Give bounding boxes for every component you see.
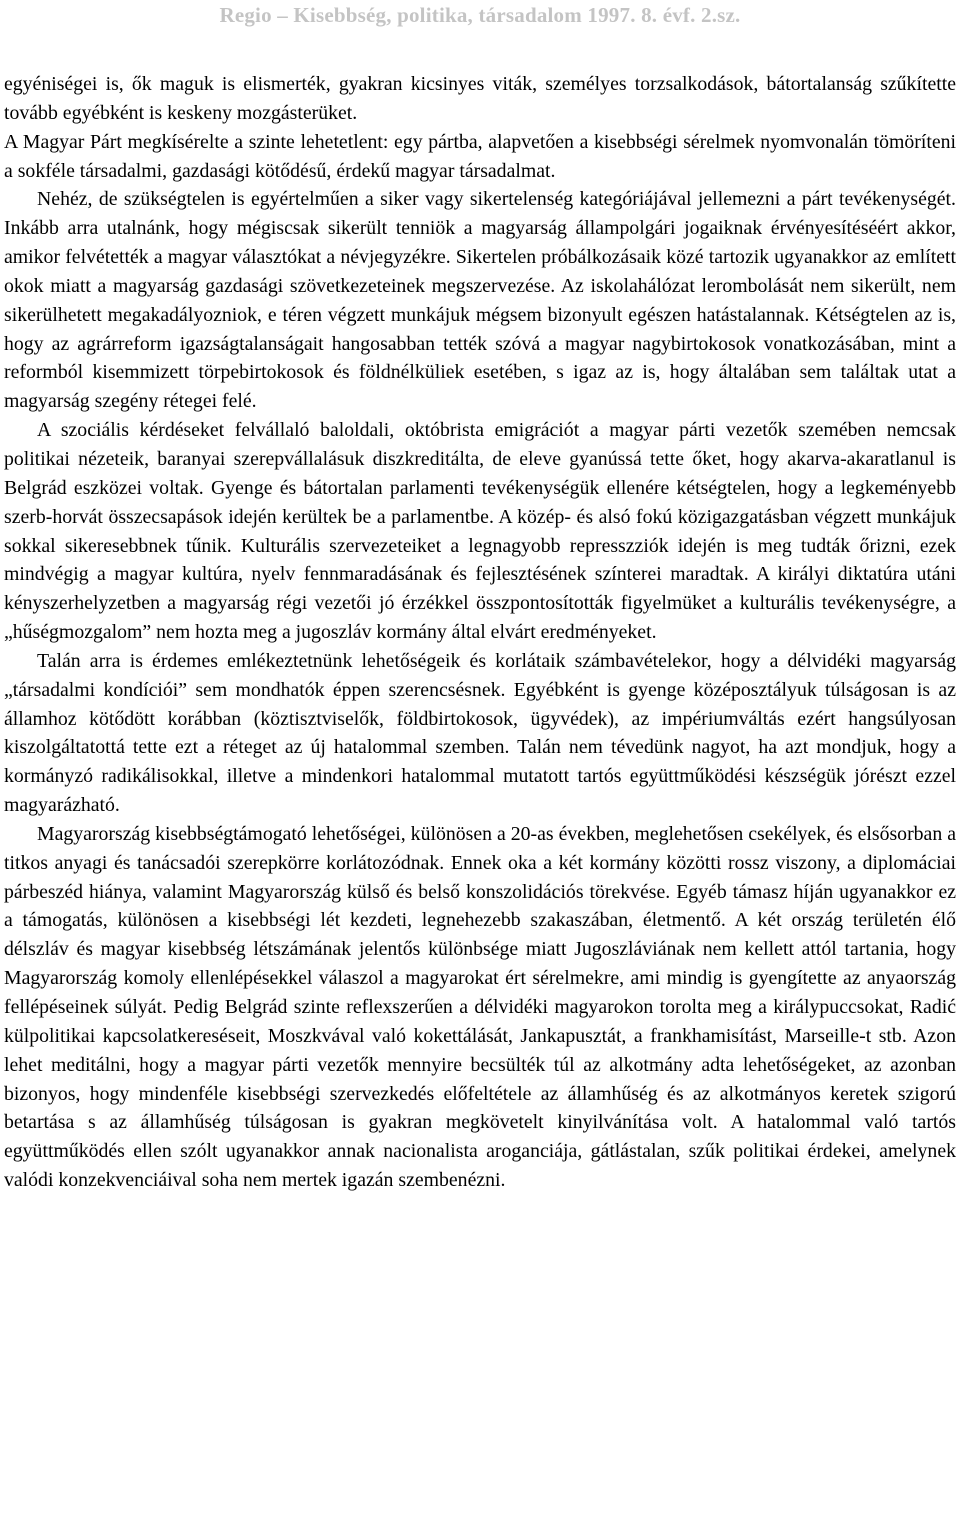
paragraph-3: Nehéz, de szükségtelen is egyértelműen a siker vagy sikertelenség kategóriájával jellemezni a párt tevékenységét. Inkább arra utalnánk, hogy mégiscsak sikerült tenniök a magyarság állampolgári jogaiknak érvényesítéséért akkor, amikor felvétették a magyar választókat a névjegyzékre. Sikertelen próbálkozásaik közé tartozik ugyanakkor az említett okok miatt a magyarság gazdasági szövetkezeteinek megszervezése. Az iskolahálózat lerombolását nem sikerült, nem sikerülhetett megakadályozniok, e téren végzett munkájuk mégsem bizonyult egészen hatástalannak. Kétségtelen az is, hogy az agrárreform igazságtalanságait hangosabban tették szóvá a magyar nagybirtokosok vonatkozásában, mint a reformból kisemmizett törpebirtokosok és földnélküliek esetében, s igaz az is, hogy általában sem találtak utat a magyarság szegény rétegei felé. — [4, 188, 956, 413]
paragraph-2: A Magyar Párt megkísérelte a szinte lehetetlent: egy pártba, alapvetően a kisebbségi sérelmek nyomvonalán tömöríteni a sokféle társadalmi, gazdasági kötődésű, érdekű magyar társadalmat. — [4, 130, 956, 182]
paragraph-1: egyéniségei is, ők maguk is elismerték, gyakran kicsinyes viták, személyes torzsalkodások, bátortalanság szűkítette tovább egyébként is keskeny mozgásterüket. — [4, 73, 956, 124]
paragraph-4: A szociális kérdéseket felvállaló baloldali, októbrista emigrációt a magyar párti vezetők szemében nemcsak politikai nézeteik, baranyai szerepvállalásuk diszkreditálta, de eleve gyanússá tette őket, hogy akarva-akaratlanul is Belgrád eszközei voltak. Gyenge és bátortalan parlamenti tevékenységük ellenére kétségtelen, hogy a legkeményebb szerb-horvát összecsapások idején kerültek be a parlamentbe. A közép- és alsó fokú közigazgatásban végzett munkájuk sokkal sikeresebbnek tűnik. Kulturális szervezeteiket a legnagyobb represszziók idején is meg tudták őrizni, ezek mindvégig a magyar kultúra, nyelv fennmaradásának és fejlesztésének színterei maradtak. A királyi diktatúra utáni kényszerhelyzetben a magyarság régi vezetői jó érzékkel összpontosították figyelmüket a kulturális tevékenységre, a „hűségmozgalom” nem hozta meg a jugoszláv kormány által elvárt eredményeket. — [4, 419, 956, 644]
paragraph-6: Magyarország kisebbségtámogató lehetőségei, különösen a 20-as években, meglehetősen csekélyek, és elsősorban a titkos anyagi és tanácsadói szerepkörre korlátozódnak. Ennek oka a két kormány közötti rossz viszony, a diplomáciai párbeszéd hiánya, valamint Magyarország külső és belső konszolidációs törekvése. Egyéb támasz híján ugyanakkor ez a támogatás, különösen a kisebbségi lét kezdeti, legnehezebb szakaszában, életmentő. A két ország területén élő délszláv és magyar kisebbség létszámának jelentős különbsége miatt Jugoszláviának nem kellett attól tartania, hogy Magyarország komoly ellenlépésekkel válaszol a magyarokat ért sérelmekre, ami mindig is gyengítette az anyaország fellépéseinek súlyát. Pedig Belgrád szinte reflexszerűen a délvidéki magyarokon torolta meg a királypuccsokat, Radić külpolitikai kapcsolatkereséseit, Moszkvával való kokettálását, Jankapusztát, a frankhamisítást, Marseille-t stb. Azon lehet meditálni, hogy a magyar párti vezetők mennyire becsülték túl az alkotmány adta lehetőségeket, az azonban bizonyos, hogy mindenféle kisebbségi szervezkedés előfeltétele az államhűség és az alkotmányos keretek szigorú betartása s az államhűség túlságosan is gyakran megkövetelt kinyilvánítása volt. A hatalommal való tartós együttműködés ellen szólt ugyanakkor annak nacionalista aroganciája, gátlástalan, szűk politikai érdekei, amelynek valódi konzekvenciáival soha nem mertek igazán szembenézni. — [4, 822, 956, 1192]
running-header: Regio – Kisebbség, politika, társadalom 1997. 8. évf. 2.sz. — [219, 3, 741, 27]
page-body — [4, 70, 956, 1195]
paragraph-5: Talán arra is érdemes emlékeztetnünk lehetőségeik és korlátaik számbavételekor, hogy a délvidéki magyarság „társadalmi kondíciói” sem mondhatók éppen szerencsésnek. Egyébként is gyenge középosztályuk túlságosan is az államhoz kötődött korábban (köztisztviselők, földbirtokosok, ügyvédek), az impériumváltás ezért hangsúlyosan kiszolgáltatottá tette ezt a réteget az új hatalommal szemben. Talán nem tévedünk nagyot, ha azt mondjuk, hogy a kormányzó radikálisokkal, illetve a mindenkori hatalommal mutatott tartós együttműködési készségük jórészt ezzel magyarázható. — [4, 649, 956, 817]
